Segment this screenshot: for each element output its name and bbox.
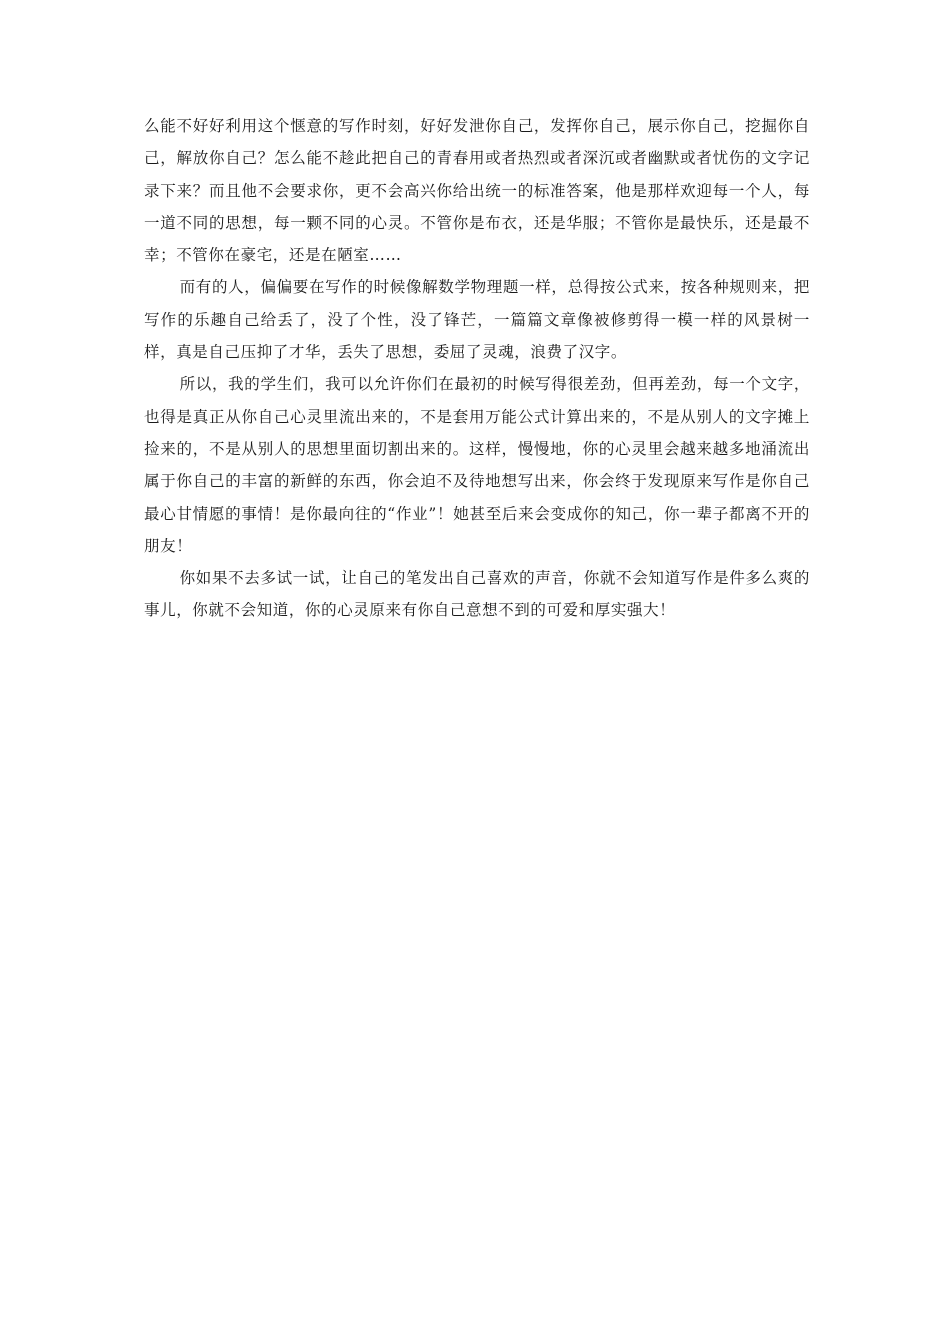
paragraph-2: 而有的人，偏偏要在写作的时候像解数学物理题一样，总得按公式来，按各种规则来，把写作的乐趣自己给丢了，没了个性，没了锋芒，一篇篇文章像被修剪得一模一样的风景树一样，真是自己压抑了才华，丢失了思想，委屈了灵魂，浪费了汉字。	[144, 278, 810, 362]
paragraph-continued: 么能不好好利用这个惬意的写作时刻，好好发泄你自己，发挥你自己，展示你自己，挖掘你自己，解放你自己？怎么能不趁此把自己的青春用或者热烈或者深沉或者幽默或者忧伤的文字记录下来？而且他不会要求你，更不会高兴你给出统一的标准答案，他是那样欢迎每一个人，每一道不同的思想，每一颗不同的心灵。不管你是布衣，还是华服；不管你是最快乐，还是最不幸；不管你在豪宅，还是在陋室……	[144, 117, 810, 265]
paragraph-4: 你如果不去多试一试，让自己的笔发出自己喜欢的声音，你就不会知道写作是件多么爽的事儿，你就不会知道，你的心灵原来有你自己意想不到的可爱和厚实强大！	[144, 569, 810, 620]
paragraph-3: 所以，我的学生们，我可以允许你们在最初的时候写得很差劲，但再差劲，每一个文字，也得是真正从你自己心灵里流出来的，不是套用万能公式计算出来的，不是从别人的文字摊上捡来的，不是从别人的思想里面切割出来的。这样，慢慢地，你的心灵里会越来越多地涌流出属于你自己的丰富的新鲜的东西，你会迫不及待地想写出来，你会终于发现原来写作是你自己最心甘情愿的事情！是你最向往的“作业”！她甚至后来会变成你的知己，你一辈子都离不开的朋友！	[144, 375, 810, 555]
document-body	[144, 110, 810, 627]
